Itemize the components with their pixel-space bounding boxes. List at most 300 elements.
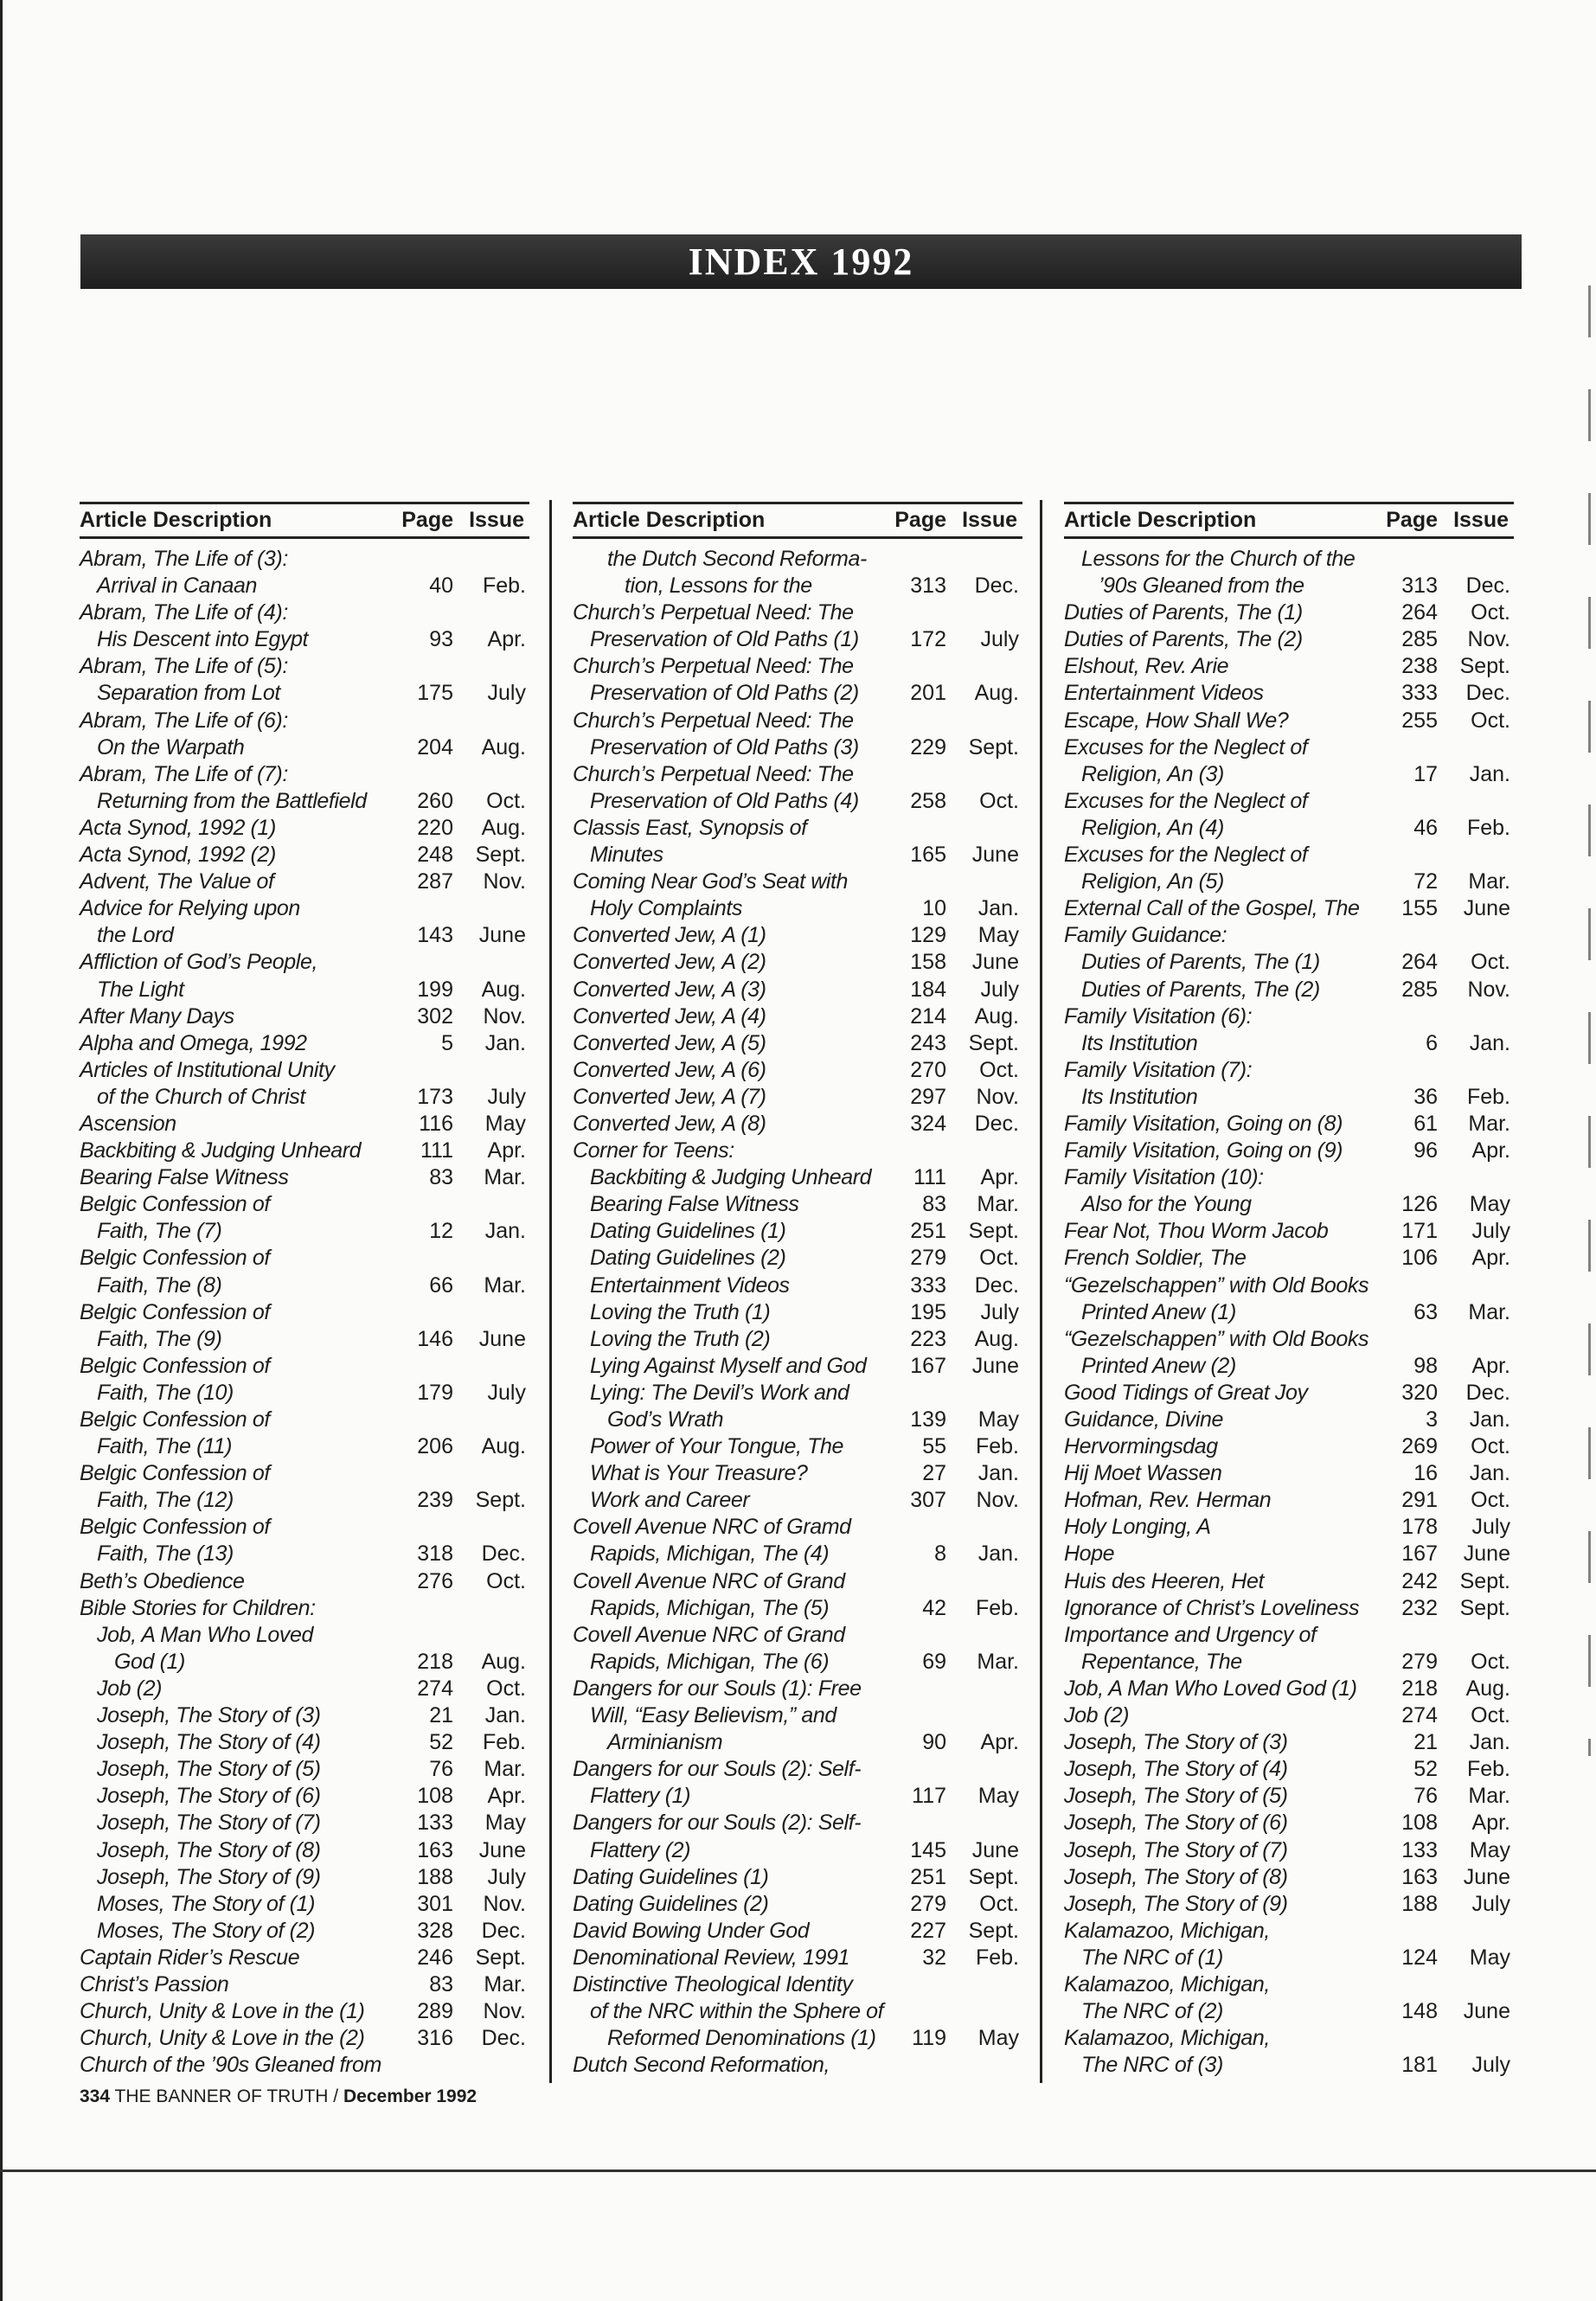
entry-page: [1377, 1003, 1438, 1030]
entry-page: 163: [417, 1837, 453, 1862]
entry-page: [1377, 1057, 1438, 1084]
entry-issue: [1438, 1057, 1514, 1084]
entry-page: 316: [417, 2026, 453, 2051]
entry-page: 155: [1401, 896, 1438, 921]
entry-page: [886, 1676, 946, 1702]
index-entry: [573, 1595, 1022, 1622]
index-entry: [573, 1864, 1022, 1891]
entry-issue: [946, 1702, 1022, 1729]
index-entry: [573, 1030, 1022, 1057]
entry-issue: [1438, 1971, 1514, 1998]
entry-issue: June: [478, 1837, 526, 1862]
entry-title: After Many Days: [80, 1003, 234, 1029]
entry-title: Religion, An (5): [1081, 869, 1224, 894]
entry-issue: Jan.: [1469, 1407, 1510, 1432]
entry-page: 171: [1401, 1219, 1438, 1244]
entry-issue: June: [1463, 1541, 1510, 1567]
entry-issue: Jan.: [1469, 1030, 1510, 1055]
entry-title: Covell Avenue NRC of Grand: [573, 1622, 845, 1647]
entry-page: 218: [1401, 1676, 1438, 1701]
entry-title: Lying Against Myself and God: [590, 1353, 867, 1378]
header-article-description: Article Description: [1064, 508, 1257, 532]
entry-page: 98: [1413, 1353, 1438, 1378]
entry-page: 6: [1426, 1030, 1438, 1055]
header-article-description: Article Description: [573, 508, 766, 532]
entry-title: Belgic Confession of: [80, 1461, 270, 1486]
entry-title: Excuses for the Neglect of: [1064, 788, 1308, 813]
entry-page: 126: [1401, 1192, 1438, 1217]
entry-title: of the Church of Christ: [97, 1084, 305, 1109]
title-banner: [80, 234, 1522, 289]
index-entry: [573, 1514, 1022, 1541]
entry-issue: [946, 599, 1022, 626]
entry-issue: [1438, 788, 1514, 815]
entry-title: Church’s Perpetual Need: The: [573, 600, 854, 625]
entry-title: Belgic Confession of: [80, 1515, 270, 1540]
entry-title: His Descent into Egypt: [97, 627, 309, 652]
entry-title: Work and Career: [590, 1488, 750, 1513]
index-entry: [1064, 1003, 1514, 1030]
entry-page: 66: [429, 1272, 453, 1298]
entry-issue: May: [977, 2026, 1019, 2051]
entry-page: 83: [922, 1192, 946, 1217]
entry-issue: [453, 761, 529, 788]
entry-page: [886, 1756, 946, 1783]
entry-issue: [1438, 734, 1514, 761]
entry-title: Arminianism: [607, 1730, 723, 1755]
entry-page: 188: [417, 1864, 453, 1889]
entry-title: On the Warpath: [97, 734, 245, 760]
entry-page: 274: [1401, 1703, 1438, 1728]
entry-page: 313: [1401, 574, 1438, 599]
entry-page: 301: [417, 1891, 453, 1916]
entry-issue: May: [1469, 1192, 1510, 1217]
column-divider: [1040, 500, 1042, 2083]
index-entry: [573, 1649, 1022, 1676]
entry-issue: July: [487, 681, 526, 706]
entry-page: 55: [922, 1434, 946, 1459]
entry-page: 178: [1401, 1515, 1438, 1540]
entry-issue: [1438, 1003, 1514, 1030]
index-entry: [1064, 1030, 1514, 1057]
entry-title: Faith, The (11): [97, 1434, 233, 1459]
entry-title: God’s Wrath: [607, 1407, 724, 1432]
entry-issue: Oct.: [1471, 600, 1510, 625]
index-entry: [80, 1756, 529, 1783]
entry-page: 251: [910, 1219, 946, 1244]
entry-page: 188: [1401, 1891, 1438, 1916]
index-entry: [573, 1918, 1022, 1945]
index-entry: [573, 1138, 1022, 1164]
entry-title: Its Institution: [1081, 1084, 1198, 1109]
entry-issue: Feb.: [482, 1730, 526, 1755]
entry-title: Christ’s Passion: [80, 1971, 229, 1997]
entry-title: Joseph, The Story of (4): [1064, 1757, 1288, 1782]
entry-issue: Sept.: [1459, 1595, 1510, 1620]
entry-page: [886, 1380, 946, 1407]
entry-title: Dangers for our Souls (2): Self-: [573, 1811, 862, 1836]
index-entry: [573, 653, 1022, 680]
entry-page: [393, 1595, 453, 1622]
entry-issue: Apr.: [980, 1730, 1019, 1755]
entry-issue: Jan.: [977, 1541, 1019, 1567]
entry-issue: May: [977, 1407, 1019, 1432]
index-entry: [1064, 1702, 1514, 1729]
index-entry: [80, 1783, 529, 1810]
entry-issue: [946, 1514, 1022, 1541]
entry-issue: Dec.: [1465, 574, 1510, 599]
entry-title: Converted Jew, A (5): [573, 1030, 766, 1055]
index-entry: [80, 2052, 529, 2079]
entry-page: 195: [910, 1299, 946, 1324]
entry-title: Kalamazoo, Michigan,: [1064, 1918, 1270, 1943]
entry-title: Preservation of Old Paths (4): [590, 788, 859, 813]
entry-title: Rapids, Michigan, The (4): [590, 1541, 830, 1567]
entry-issue: Feb.: [975, 1595, 1019, 1620]
entry-title: Converted Jew, A (2): [573, 950, 766, 975]
index-entry: [573, 599, 1022, 626]
entry-title: Joseph, The Story of (9): [1064, 1891, 1288, 1916]
index-column-1: [80, 502, 529, 2079]
entry-page: 258: [910, 788, 946, 813]
entry-title: Faith, The (12): [97, 1488, 234, 1513]
entry-issue: [453, 653, 529, 680]
entry-issue: Nov.: [483, 1999, 526, 2024]
entry-issue: Mar.: [484, 1757, 526, 1782]
entry-issue: Sept.: [475, 1945, 526, 1970]
entry-title: Excuses for the Neglect of: [1064, 843, 1308, 868]
index-entry: [80, 1218, 529, 1245]
entry-page: 116: [419, 1111, 453, 1136]
entry-issue: Mar.: [1468, 1111, 1510, 1136]
entry-page: [1377, 788, 1438, 815]
entry-page: [886, 653, 946, 680]
entry-page: 173: [417, 1084, 453, 1109]
entry-title: Joseph, The Story of (8): [1064, 1864, 1288, 1889]
entry-page: 108: [417, 1784, 453, 1809]
index-entry: [80, 2025, 529, 2052]
entry-page: 40: [429, 574, 453, 599]
index-entry: [573, 842, 1022, 868]
entry-issue: [1438, 1622, 1514, 1649]
entry-title: Converted Jew, A (1): [573, 923, 766, 948]
entry-title: the Dutch Second Reforma-: [607, 547, 867, 571]
entry-issue: July: [980, 627, 1019, 652]
index-entry: [573, 1568, 1022, 1595]
entry-issue: [946, 2052, 1022, 2079]
entry-title: God (1): [114, 1649, 185, 1674]
entry-page: 307: [910, 1488, 946, 1513]
entry-page: 279: [1401, 1649, 1438, 1674]
index-entry: [1064, 2052, 1514, 2079]
index-entry: [1064, 922, 1514, 949]
entry-issue: Oct.: [979, 1246, 1019, 1271]
footer-issue: December 1992: [343, 2086, 478, 2106]
entry-page: [1377, 2025, 1438, 2052]
entry-page: [886, 546, 946, 573]
entry-page: 21: [1413, 1730, 1438, 1755]
entry-title: Minutes: [590, 843, 663, 868]
entry-issue: July: [487, 1380, 526, 1405]
index-entry: [1064, 1433, 1514, 1460]
entry-page: [886, 1622, 946, 1649]
entry-title: Rapids, Michigan, The (6): [590, 1649, 830, 1674]
entry-title: Joseph, The Story of (7): [97, 1811, 321, 1836]
entry-issue: [453, 546, 529, 573]
entry-page: 318: [417, 1541, 453, 1567]
entry-issue: Sept.: [968, 1219, 1019, 1244]
entry-issue: June: [1463, 896, 1510, 921]
index-entry: [1064, 1245, 1514, 1272]
entry-title: Faith, The (10): [97, 1380, 234, 1405]
entry-issue: [946, 1568, 1022, 1595]
entry-title: Abram, The Life of (7):: [80, 761, 288, 786]
index-entry: [80, 1164, 529, 1191]
entry-page: 42: [922, 1595, 946, 1620]
entry-page: 243: [910, 1030, 946, 1055]
entry-page: [886, 1138, 946, 1164]
entry-page: 229: [910, 734, 946, 760]
entry-title: Dating Guidelines (2): [573, 1891, 769, 1916]
entry-title: Kalamazoo, Michigan,: [1064, 1971, 1270, 1997]
entry-title: Denominational Review, 1991: [573, 1945, 849, 1970]
entry-title: Dangers for our Souls (2): Self-: [573, 1757, 862, 1782]
entry-page: 181: [1401, 2053, 1438, 2078]
entry-page: [1377, 1622, 1438, 1649]
entry-page: 146: [417, 1326, 453, 1351]
entry-issue: Oct.: [486, 1676, 526, 1701]
page-footer: [80, 2086, 477, 2107]
entry-issue: [1438, 1272, 1514, 1299]
entry-title: Abram, The Life of (4):: [80, 600, 288, 625]
entry-issue: [453, 708, 529, 734]
entry-issue: June: [971, 950, 1019, 975]
entry-title: Belgic Confession of: [80, 1299, 270, 1324]
entry-page: [393, 1407, 453, 1433]
entry-issue: [453, 1622, 529, 1649]
entry-page: 214: [910, 1003, 946, 1029]
entry-title: Bearing False Witness: [590, 1192, 799, 1217]
entry-title: The NRC of (3): [1081, 2053, 1223, 2078]
index-entry: [573, 1326, 1022, 1353]
entry-issue: [946, 1998, 1022, 2025]
index-entry: [1064, 868, 1514, 895]
entry-page: 291: [1401, 1488, 1438, 1513]
index-entry: [573, 1272, 1022, 1299]
index-entry: [573, 1810, 1022, 1836]
entry-page: 167: [910, 1353, 946, 1378]
entry-title: Joseph, The Story of (5): [97, 1757, 321, 1782]
index-entry: [1064, 895, 1514, 922]
entry-issue: [453, 1245, 529, 1272]
entry-title: Joseph, The Story of (3): [1064, 1730, 1288, 1755]
entry-issue: Sept.: [968, 1918, 1019, 1943]
index-entry: [80, 1057, 529, 1084]
entry-title: Church, Unity & Love in the (1): [80, 1999, 365, 2024]
entry-title: Preservation of Old Paths (2): [590, 681, 859, 706]
entry-title: Family Visitation (7):: [1064, 1057, 1253, 1082]
entry-issue: Nov.: [483, 869, 526, 894]
index-entry: [573, 546, 1022, 573]
entry-issue: July: [1471, 1219, 1510, 1244]
entry-page: 297: [910, 1084, 946, 1109]
index-entry: [573, 949, 1022, 976]
entry-page: [393, 1622, 453, 1649]
index-entry: [1064, 2025, 1514, 2052]
index-entry: [573, 573, 1022, 599]
entry-title: What is Your Treasure?: [590, 1461, 808, 1486]
entry-page: 246: [417, 1945, 453, 1970]
entry-issue: [453, 1057, 529, 1084]
entry-title: Escape, How Shall We?: [1064, 708, 1289, 733]
entry-page: [1377, 1272, 1438, 1299]
entry-page: 238: [1401, 654, 1438, 679]
entry-issue: Oct.: [1471, 950, 1510, 975]
entry-page: [1377, 546, 1438, 573]
entry-page: [393, 653, 453, 680]
entry-page: 179: [417, 1380, 453, 1405]
entry-page: 264: [1401, 600, 1438, 625]
entry-issue: July: [1471, 1515, 1510, 1540]
index-entry: [1064, 734, 1514, 761]
index-entry: [573, 1945, 1022, 1971]
entry-issue: [1438, 2025, 1514, 2052]
entry-page: 96: [1413, 1138, 1438, 1163]
entry-title: Hij Moet Wassen: [1064, 1461, 1222, 1486]
index-entry: [573, 1541, 1022, 1567]
index-entry: [80, 1487, 529, 1514]
entry-title: Faith, The (13): [97, 1541, 234, 1567]
entry-issue: Aug.: [481, 815, 526, 840]
entry-title: Kalamazoo, Michigan,: [1064, 2026, 1270, 2051]
entry-title: Excuses for the Neglect of: [1064, 734, 1308, 760]
header-page: Page: [894, 508, 946, 532]
entry-issue: July: [487, 1864, 526, 1889]
entry-title: Articles of Institutional Unity: [80, 1057, 335, 1082]
entry-title: French Soldier, The: [1064, 1246, 1247, 1271]
entry-issue: Sept.: [968, 734, 1019, 760]
entry-title: Preservation of Old Paths (3): [590, 734, 859, 760]
entry-page: [1377, 1164, 1438, 1191]
entry-issue: Jan.: [977, 896, 1019, 921]
entry-title: Entertainment Videos: [590, 1272, 790, 1298]
entry-issue: [1438, 1326, 1514, 1353]
index-entry: [80, 1810, 529, 1836]
entry-issue: Sept.: [968, 1030, 1019, 1055]
index-entry: [1064, 815, 1514, 842]
entry-title: Moses, The Story of (2): [97, 1918, 315, 1943]
index-entry: [1064, 1487, 1514, 1514]
index-entry: [1064, 1676, 1514, 1702]
entry-issue: Nov.: [1467, 977, 1510, 1002]
entry-page: 274: [417, 1676, 453, 1701]
entry-page: [886, 708, 946, 734]
entry-page: 204: [417, 734, 453, 760]
entry-page: [393, 708, 453, 734]
index-entry: [80, 1514, 529, 1541]
index-entry: [1064, 1595, 1514, 1622]
entry-issue: Oct.: [486, 788, 526, 813]
index-entry: [573, 1003, 1022, 1030]
index-entry: [573, 761, 1022, 788]
entry-page: 8: [934, 1541, 946, 1567]
index-entry: [573, 1245, 1022, 1272]
entry-title: Advent, The Value of: [80, 869, 274, 894]
header-page: Page: [401, 508, 453, 532]
entry-page: 93: [429, 627, 453, 652]
entry-title: Job (2): [1064, 1703, 1130, 1728]
entry-issue: [946, 1622, 1022, 1649]
index-entry: [573, 977, 1022, 1003]
entry-page: [886, 1514, 946, 1541]
entry-title: Church’s Perpetual Need: The: [573, 708, 854, 733]
entry-issue: Sept.: [1459, 654, 1510, 679]
index-entry: [80, 1649, 529, 1676]
entry-page: 111: [420, 1138, 453, 1163]
entry-title: Repentance, The: [1081, 1649, 1242, 1674]
entry-title: Belgic Confession of: [80, 1192, 270, 1217]
entry-page: [1377, 1326, 1438, 1353]
entry-title: Lying: The Devil’s Work and: [590, 1380, 849, 1405]
entry-title: The NRC of (2): [1081, 1999, 1223, 2024]
entry-title: Covell Avenue NRC of Gramd: [573, 1515, 851, 1540]
index-entry: [80, 1702, 529, 1729]
entry-issue: May: [484, 1111, 526, 1136]
index-entry: [1064, 1891, 1514, 1918]
entry-page: 16: [1413, 1461, 1438, 1486]
index-entry: [80, 1111, 529, 1138]
index-entry: [80, 1030, 529, 1057]
entry-issue: Oct.: [979, 788, 1019, 813]
entry-issue: [453, 1191, 529, 1218]
entry-title: Religion, An (4): [1081, 815, 1224, 840]
entry-title: of the NRC within the Sphere of: [590, 1999, 884, 2024]
entry-title: Duties of Parents, The (1): [1064, 600, 1303, 625]
entry-issue: June: [478, 1326, 526, 1351]
index-entry: [1064, 1057, 1514, 1084]
entry-issue: [946, 1971, 1022, 1998]
index-entry: [1064, 1810, 1514, 1836]
header-issue: Issue: [1453, 508, 1509, 532]
entry-issue: July: [1471, 2053, 1510, 2078]
index-entry: [573, 1380, 1022, 1407]
index-entry: [573, 1057, 1022, 1084]
index-entry: [80, 1891, 529, 1918]
index-entry: [1064, 1138, 1514, 1164]
entry-page: 206: [417, 1434, 453, 1459]
entry-issue: May: [977, 1784, 1019, 1809]
index-entry: [573, 895, 1022, 922]
entry-page: 133: [417, 1811, 453, 1836]
index-entry: [80, 680, 529, 707]
entry-title: Guidance, Divine: [1064, 1407, 1223, 1432]
entry-title: Hope: [1064, 1541, 1115, 1567]
entry-page: 36: [1413, 1084, 1438, 1109]
entry-page: [886, 599, 946, 626]
entry-issue: Nov.: [976, 1488, 1019, 1513]
entry-page: 32: [922, 1945, 946, 1970]
entry-title: Printed Anew (1): [1081, 1299, 1236, 1324]
entry-page: 227: [910, 1918, 946, 1943]
index-entry: [573, 1622, 1022, 1649]
index-entry: [1064, 1837, 1514, 1864]
entry-title: Abram, The Life of (5):: [80, 654, 288, 679]
entry-page: 285: [1401, 977, 1438, 1002]
entry-issue: June: [1463, 1864, 1510, 1889]
entry-issue: Jan.: [1469, 1730, 1510, 1755]
entry-title: Acta Synod, 1992 (1): [80, 815, 276, 840]
entry-issue: Dec.: [481, 2026, 526, 2051]
